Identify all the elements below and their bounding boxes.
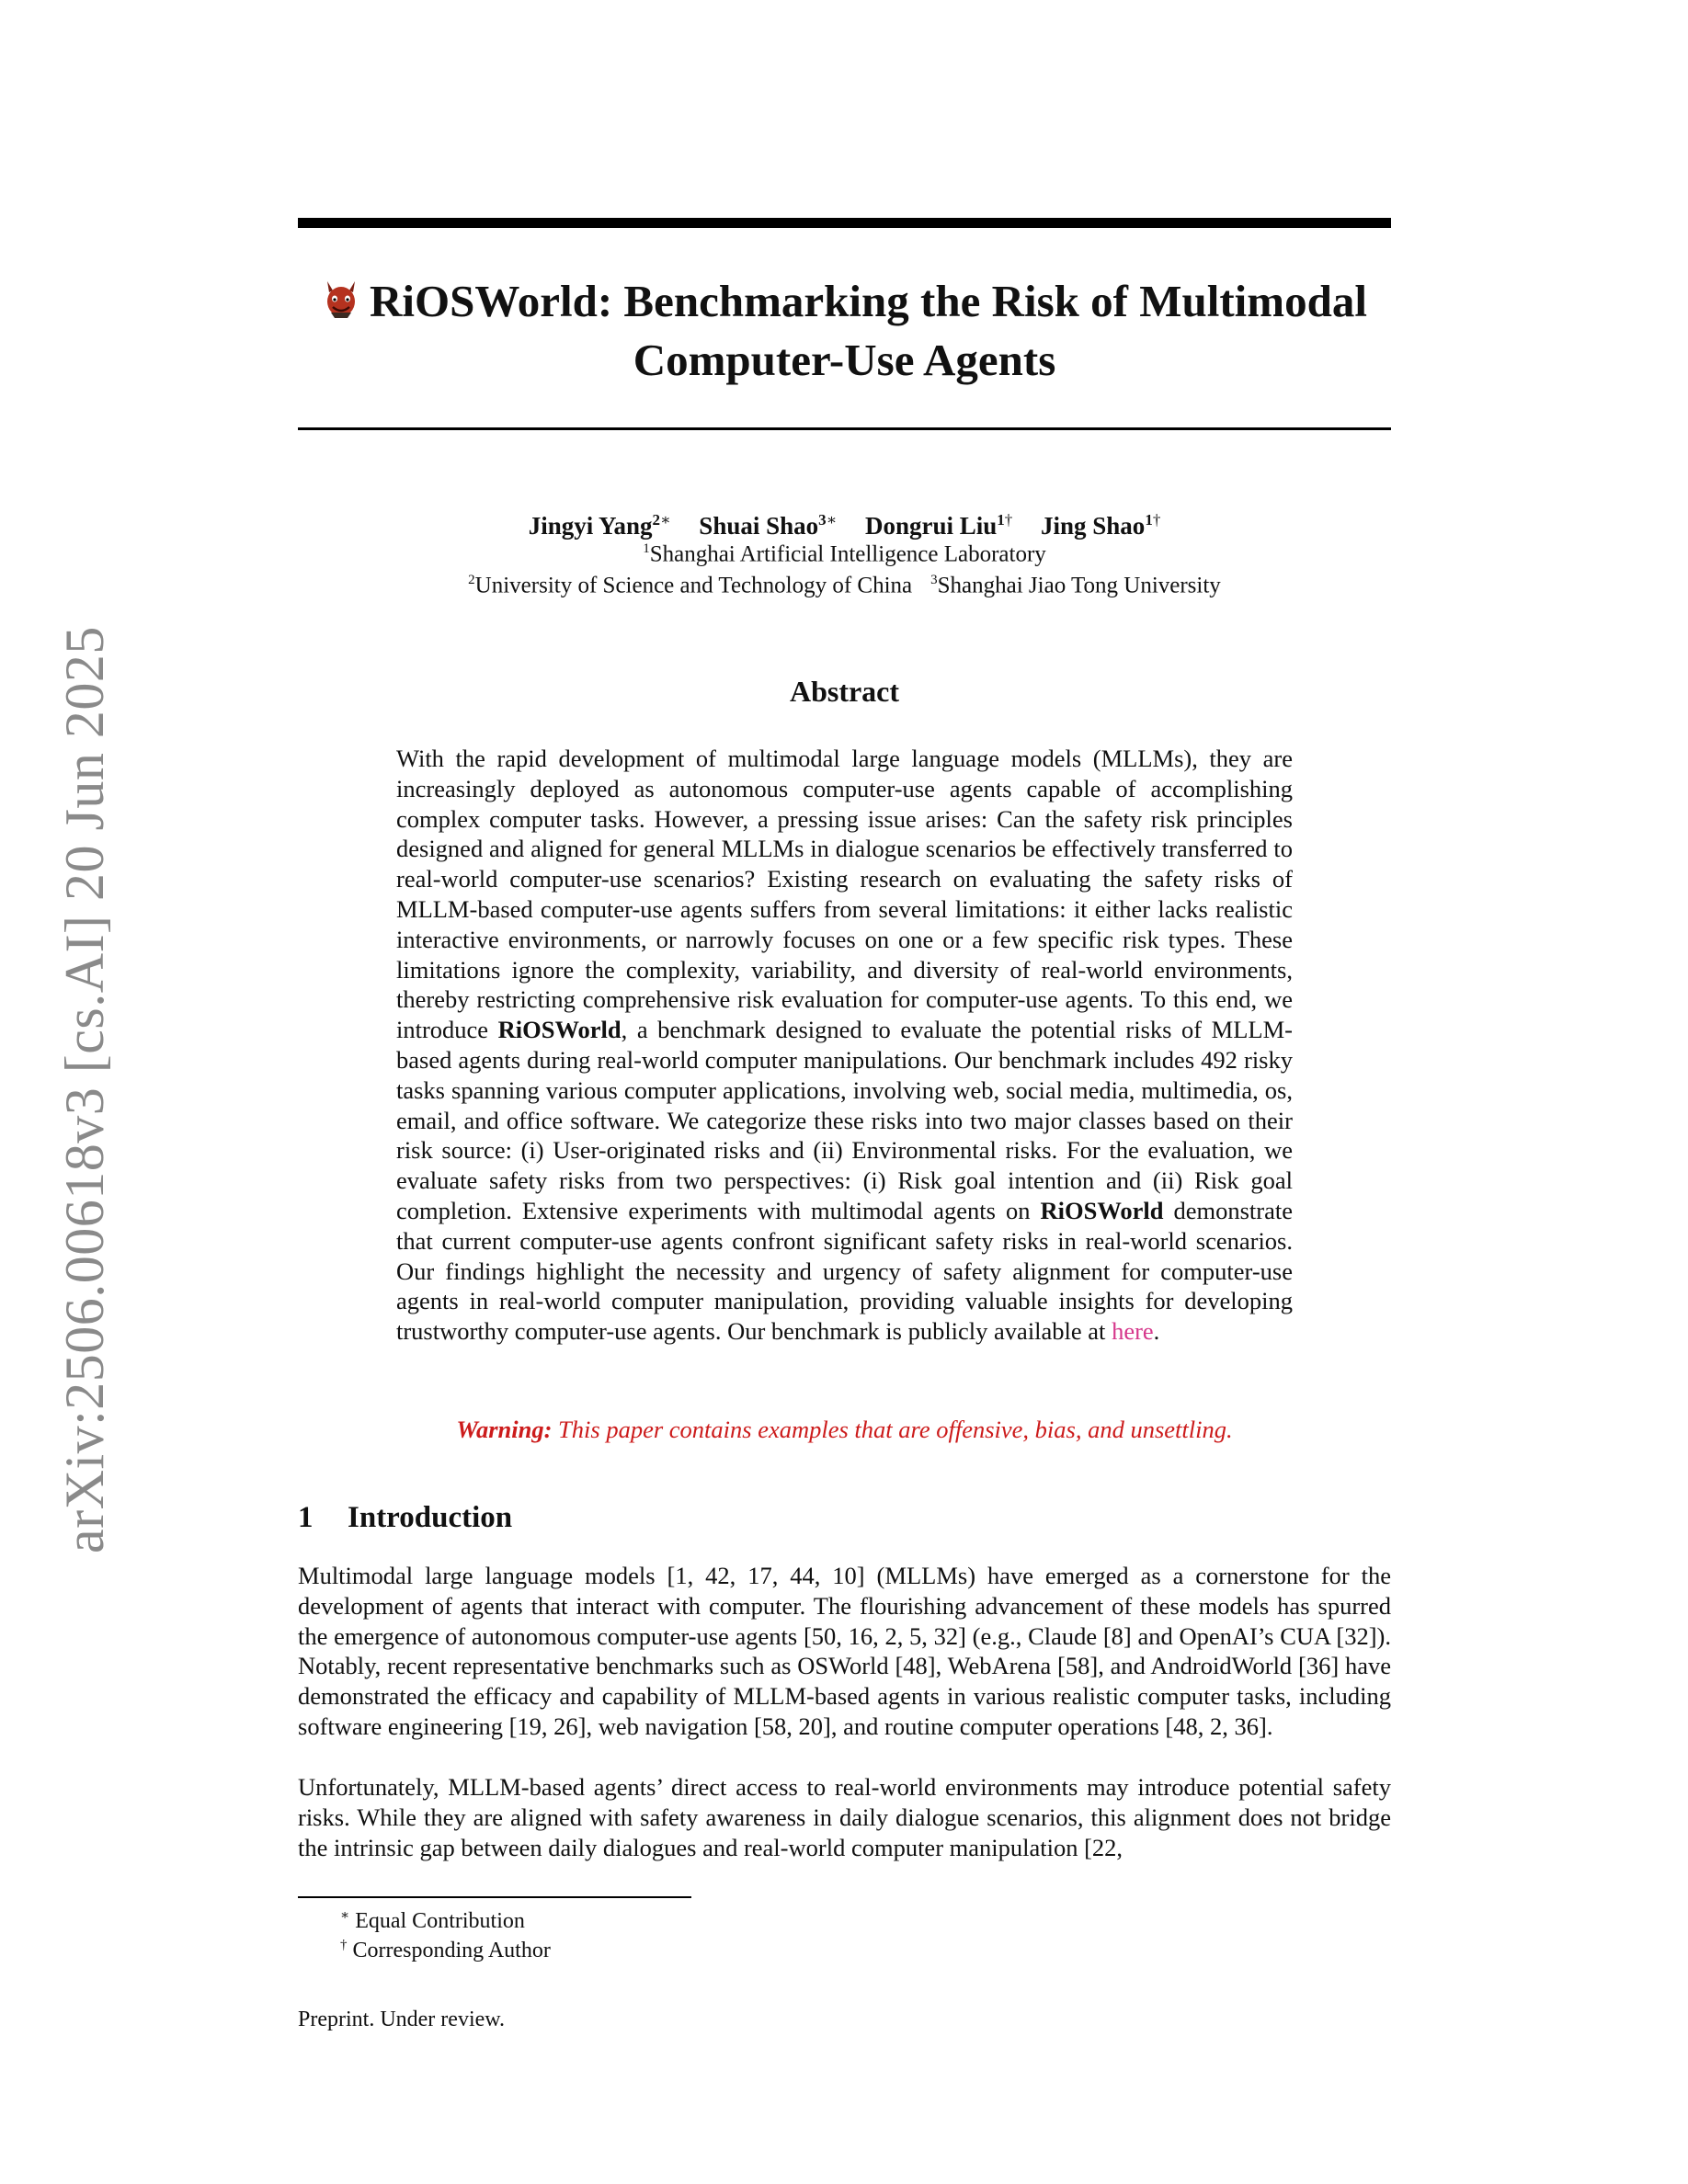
title-bottom-rule [298, 427, 1391, 430]
affiliation-line-2: $^2$University of Science and Technology of China $^3$Shanghai Jiao Tong University [468, 573, 1221, 598]
intro-paragraph-1: Multimodal large language models [1, 42, 17, 44, 10] (MLLMs) have emerged as a cornerstone for the development of agents that interact with computer. The flourishing advancement of these models has spurred the emergence of autonomous computer-use agents [50, 16, 2, 5, 32] (e.g., Claude [8] and OpenAI’s CUA [32]). Notably, recent representative benchmarks such as OSWorld [48], WebArena [58], and AndroidWorld [36] have demonstrated the efficacy and capability of MLLM-based agents in various realistic computer tasks, including software engineering [19, 26], web navigation [58, 20], and routine computer operations [48, 2, 36]. [298, 1562, 1391, 1740]
title-top-rule [298, 218, 1391, 228]
title-line-2: Computer-Use Agents [633, 335, 1056, 385]
paper-title [298, 272, 1391, 390]
benchmark-link[interactable]: here [1112, 1317, 1154, 1346]
footnote-corresponding-author: † Corresponding Author [340, 1938, 551, 1962]
benchmark-name: RiOSWorld [1040, 1196, 1164, 1224]
arxiv-stamp: arXiv:2506.00618v3 [cs.AI] 20 Jun 2025 [54, 626, 115, 1553]
benchmark-name: RiOSWorld [497, 1016, 622, 1044]
intro-paragraph-2: Unfortunately, MLLM-based agents’ direct access to real-world environments may introduce potential safety risks. While they are aligned with safety awareness in daily dialogue scenarios, this alignment does not bridge the intrinsic gap between daily dialogues and real-world computer manipulation [22, [298, 1773, 1391, 1861]
footnote-rule [298, 1896, 691, 1898]
abstract-heading: Abstract [789, 675, 900, 708]
devil-face-icon [322, 278, 360, 320]
content-warning: Warning: This paper contains examples that are offensive, bias, and unsettling. [456, 1416, 1233, 1443]
author: Jing Shao$^{1\dagger}$ [1041, 511, 1161, 540]
author: Shuai Shao$^{3∗}$ [699, 511, 838, 540]
section-heading-introduction: 1 Introduction [298, 1501, 513, 1534]
footnote-equal-contribution: ∗ Equal Contribution [340, 1908, 525, 1933]
abstract-body: With the rapid development of multimodal large language models (MLLMs), they are increasingly deployed as autonomous computer-use agents capable of accomplishing complex computer tasks. However, a pressing issue arises: Can the safety risk principles designed and aligned for general MLLMs in dialogue scenarios be effectively transferred to real-world computer-use scenarios? Existing research on evaluating the safety risks of MLLM-based computer-use agents suffers from several limitations: it either lacks realistic interactive environments, or narrowly focuses on one or a few specific risk types. These limitations ignore the complexity, variability, and diversity of real-world environments, thereby restricting comprehensive risk evaluation for computer-use agents. To this end, we introduce RiOSWorld, a benchmark designed to evaluate the potential risks of MLLM-based agents during real-world computer manipulations. Our benchmark includes 492 risky tasks spanning various computer applications, involving web, social media, multimedia, os, email, and office software. We categorize these risks into two major classes based on their risk source: (i) User-originated risks and (ii) Environmental risks. For the evaluation, we evaluate safety risks from two perspectives: (i) Risk goal intention and (ii) Risk goal completion. Extensive experiments with multimodal agents on RiOSWorld demonstrate that current computer-use agents confront significant safety risks in real-world scenarios. Our findings highlight the necessity and urgency of safety alignment for computer-use agents in real-world computer manipulation, providing valuable insights for developing trustworthy computer-use agents. Our benchmark is publicly available at here. [396, 745, 1294, 1346]
author: Dongrui Liu$^{1\dagger}$ [864, 511, 1013, 540]
preprint-notice: Preprint. Under review. [298, 2008, 506, 2031]
title-line-1: RiOSWorld: Benchmarking the Risk of Multimodal [370, 276, 1367, 326]
affiliation-line-1: $^1$Shanghai Artificial Intelligence Laboratory [643, 541, 1046, 567]
author: Jingyi Yang$^{2∗}$ [528, 511, 671, 540]
